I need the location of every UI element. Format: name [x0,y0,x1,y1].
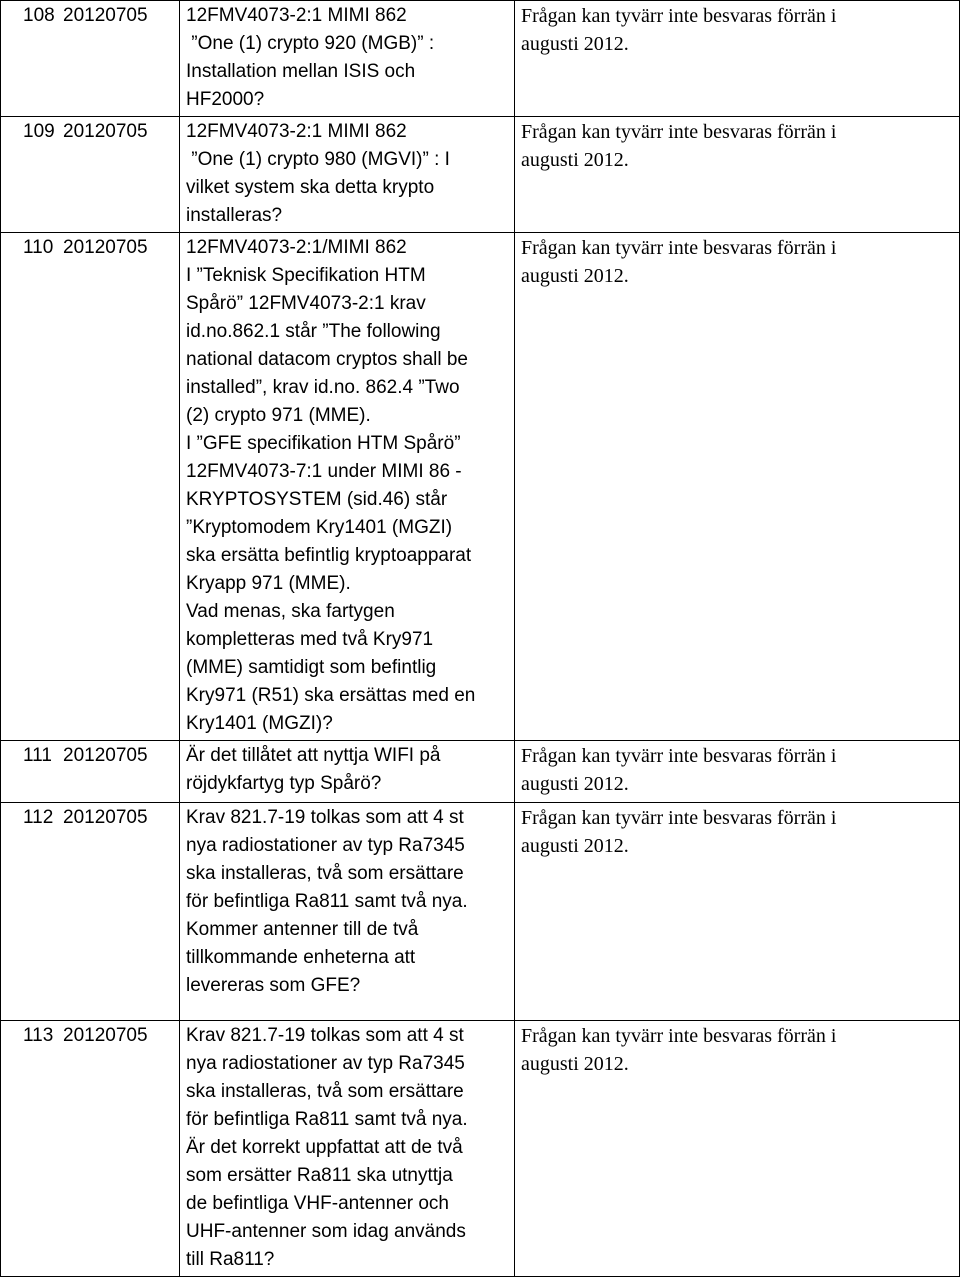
question-number: 111 [23,745,52,766]
question-text: Är det tillåtet att nyttja WIFI på röjdykfartyg typ Spårö? [186,745,441,794]
table-row [1,1,960,117]
question-number: 109 [23,121,55,142]
question-date: 20120705 [63,807,148,828]
question-date: 20120705 [63,1025,148,1046]
question-number: 112 [23,807,54,828]
question-cell [180,233,515,741]
question-cell [180,803,515,1021]
question-text: Krav 821.7-19 tolkas som att 4 st nya radiostationer av typ Ra7345 ska installeras, två som ersättare för befintliga Ra811 samt två nya. Kommer antenner till de två tillkommande enheterna att levereras som GFE? [186,807,468,996]
id-date-cell [1,741,180,803]
question-text: 12FMV4073-2:1 MIMI 862 ”One (1) crypto 980 (MGVI)” : I vilket system ska detta krypto installeras? [186,121,450,226]
table-row [1,741,960,803]
answer-text: Frågan kan tyvärr inte besvaras förrän i augusti 2012. [521,121,837,171]
answer-cell [515,233,960,741]
question-date: 20120705 [63,121,148,142]
answer-cell [515,117,960,233]
question-cell [180,117,515,233]
answer-cell [515,803,960,1021]
table-row [1,1021,960,1277]
answer-cell [515,1,960,117]
question-date: 20120705 [63,237,148,258]
id-date-cell [1,1021,180,1277]
question-cell [180,741,515,803]
id-date-cell [1,117,180,233]
question-number: 108 [23,5,55,26]
id-date-cell [1,1,180,117]
answer-text: Frågan kan tyvärr inte besvaras förrän i augusti 2012. [521,1025,837,1075]
answer-cell [515,741,960,803]
id-date-cell [1,233,180,741]
question-text: 12FMV4073-2:1 MIMI 862 ”One (1) crypto 920 (MGB)” : Installation mellan ISIS och HF2000? [186,5,435,110]
answer-text: Frågan kan tyvärr inte besvaras förrän i augusti 2012. [521,5,837,55]
answer-cell [515,1021,960,1277]
question-text: 12FMV4073-2:1/MIMI 862 I ”Teknisk Specifikation HTM Spårö” 12FMV4073-2:1 krav id.no.862.1 står ”The following national datacom cryptos shall be installed”, krav id.no. 862.4 ”Two (2) crypto 971 (MME). I ”GFE specifikation HTM Spårö” 12FMV4073-7:1 under MIMI 86 - KRYPTOSYSTEM (sid.46) står ”Kryptomodem Kry1401 (MGZI) ska ersätta befintlig kryptoapparat Kryapp 971 (MME). Vad menas, ska fartygen kompletteras med två Kry971 (MME) samtidigt som befintlig Kry971 (R51) ska ersättas med en Kry1401 (MGZI)? [186,237,476,734]
answer-text: Frågan kan tyvärr inte besvaras förrän i augusti 2012. [521,237,837,287]
table-row [1,233,960,741]
answer-text: Frågan kan tyvärr inte besvaras förrän i augusti 2012. [521,745,837,795]
table-row [1,117,960,233]
question-cell [180,1021,515,1277]
question-text: Krav 821.7-19 tolkas som att 4 st nya radiostationer av typ Ra7345 ska installeras, två som ersättare för befintliga Ra811 samt två nya. Är det korrekt uppfattat att de två som ersätter Ra811 ska utnyttja de befintliga VHF-antenner och UHF-antenner som idag används till Ra811? [186,1025,468,1270]
question-date: 20120705 [63,745,148,766]
answer-text: Frågan kan tyvärr inte besvaras förrän i augusti 2012. [521,807,837,857]
question-number: 113 [23,1025,54,1046]
question-date: 20120705 [63,5,148,26]
question-number: 110 [23,237,54,258]
question-cell [180,1,515,117]
table-row [1,803,960,1021]
id-date-cell [1,803,180,1021]
